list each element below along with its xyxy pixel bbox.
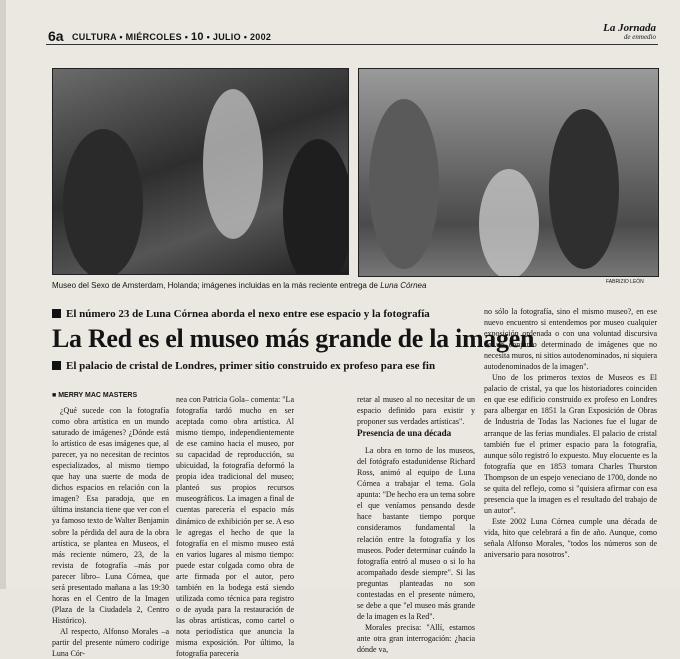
day: 10 xyxy=(190,31,204,43)
separator-dot-2: • xyxy=(184,32,189,42)
kicker-text: El número 23 de Luna Córnea aborda el nexo entre ese espacio y la fotografía xyxy=(66,308,430,320)
paragraph: Este 2002 Luna Córnea cumple una década de vida, hito que celebrará a fin de año. Aunque, como señala Alfonso Morales, "todos los números son de aniversario para nosotros". xyxy=(484,516,657,560)
page-fold-shadow xyxy=(0,0,6,589)
weekday: MIÉRCOLES xyxy=(125,32,182,42)
photo-figure-visitor xyxy=(63,129,143,275)
paragraph: ¿Qué sucede con la fotografía como obra artística en un mundo saturado de imágenes? ¿Dónde está lo artístico de esas imágenes que, al parecer, ya no necesitan de recintos especializados, al mismo tiempo que hay una suerte de moda de dichos espacios en relación con la imagen? Esa paradoja, que en última instancia tiene que ver con el ya famoso texto de Walter Benjamin sobre la pérdida del aura de la obra artística, se plantea en Museos, el más reciente número, 23, de la revista de fotografía –más por parecer libro– Luna Córnea, que será presentado mañana a las 19:30 horas en el Centro de la Imagen (Plaza de la Ciudadela 2, Centro Histórico). xyxy=(52,406,169,625)
caption-magazine-name: Luna Córnea xyxy=(380,281,427,290)
photo-figure-mannequin-left xyxy=(369,99,439,269)
section-name: CULTURA xyxy=(72,32,117,42)
article-byline: ■ MERRY MAC MASTERS xyxy=(52,392,138,399)
photo-figure-mannequin-right xyxy=(549,109,619,269)
deck-bullet-icon xyxy=(52,361,61,370)
photo-museum-right xyxy=(358,68,659,277)
caption-text: Museo del Sexo de Amsterdam, Holanda; imágenes incluidas en la más reciente entrega de xyxy=(52,281,381,290)
article-column-1 xyxy=(52,405,169,659)
kicker-bullet-icon xyxy=(52,309,61,318)
paragraph: nea con Patricia Gola– comenta: "La fotografía tardó mucho en ser aceptada como obra artística. Al mismo tiempo, independientemente de ese camino hacia el museo, por su capacidad de reproducción, su ubicuidad, la fotografía deformó la propia idea tradicional del museo; planteó sus propios recursos museográficos. La imagen a final de cuentas parecería el espacio más dinámico de exhibición per se. A eso le agregas el hecho de que la fotografía en el mismo museo está en varios lugares al mismo tiempo: puede estar colgada como obra de arte firmada por el autor, pero también en la bodega está siendo utilizada como técnica para registro o de ayuda para la restauración de las obras artísticas, como cartel o nota periodística que anuncia la misma exposición. Por último, la fotografía parecería xyxy=(176,395,294,659)
byline-author: MERRY MAC MASTERS xyxy=(58,392,138,399)
newspaper-logo xyxy=(603,24,656,41)
logo-subtitle: de enmedio xyxy=(623,33,656,41)
paragraph: no sólo la fotografía, sino el mismo museo?, en ese nuevo encuentro si entendemos por museo cualquier exposición ordenada o con una voluntad discursiva de un conjunto determinado de imágenes que no necesita muros, ni sitios autodenominados, ni siquiera autodenominados de la imagen". xyxy=(484,307,657,372)
photo-figure-mannequin-center xyxy=(479,169,539,277)
paragraph: Al respecto, Alfonso Morales –a partir del presente número codirige Luna Cór- xyxy=(52,626,169,659)
photo-figure-mannequin xyxy=(203,89,263,239)
photo-caption xyxy=(52,281,472,290)
article-subhead: Presencia de una década xyxy=(357,428,452,438)
month: JULIO xyxy=(212,32,241,42)
article-kicker xyxy=(52,308,430,320)
page-header xyxy=(46,22,658,45)
article-column-4 xyxy=(484,306,657,560)
photo-figure-visitor-2 xyxy=(283,139,349,275)
article-column-2 xyxy=(176,394,294,659)
separator-dot-4: • xyxy=(243,32,248,42)
deck-text: El palacio de cristal de Londres, primer sitio construido ex profeso para ese fin xyxy=(66,360,436,372)
paragraph: retar al museo al no necesitar de un espacio definido para existir y proponer sus verdades artísticas". xyxy=(357,395,475,427)
paragraph: Morales precisa: "Allí, estamos ante otra gran interrogación: ¿hacia dónde va, xyxy=(357,622,475,654)
section-dateline xyxy=(72,31,271,43)
separator-dot-3: • xyxy=(206,32,211,42)
logo-title: La Jornada xyxy=(603,22,656,34)
photo-museum-left xyxy=(52,68,349,275)
article-headline: La Red es el museo más grande de la imagen xyxy=(52,324,535,353)
year: 2002 xyxy=(249,32,272,42)
article-deck xyxy=(52,360,435,372)
paragraph: La obra en torno de los museos, del fotógrafo estadunidense Richard Ross, animó al equipo de Luna Córnea a trabajar el tema. Gola apunta: "De hecho era un tema sobre el que veníamos pensando desde hace bastante tiempo porque consideramos fundamental la relación entre la fotografía y los museos. Poder determinar cuándo la fotografía entró al museo o si lo ha acompañado desde siempre". Si las preguntas planteadas no son contestadas en el presente número, se debe a que "el museo más grande de la imagen es la Red". xyxy=(357,446,475,621)
photo-credit: FABRIZIO LEÓN xyxy=(606,279,644,285)
paragraph: Uno de los primeros textos de Museos es El palacio de cristal, ya que los historiadores coinciden en que ese edificio construido ex profeso en Londres para albergar en 1851 la Gran Exposición de Obras de Industria de Todas las Naciones fue el lugar de arranque de las ferias mundiales. El palacio de cristal también fue el primer espacio para la fotografía, aunque sólo registró lo expuesto. Muy elocuente es la fotografía que en 1853 tomara Charles Thurston Thompson de un espejo veneciano de 1700, donde no se quita del reflejo, como si "quisiera afirmar con esa presencia que la imagen es el resultado del trabajo de un autor". xyxy=(484,373,657,515)
separator-dot-1: • xyxy=(119,32,123,42)
page-number: 6a xyxy=(48,28,64,44)
